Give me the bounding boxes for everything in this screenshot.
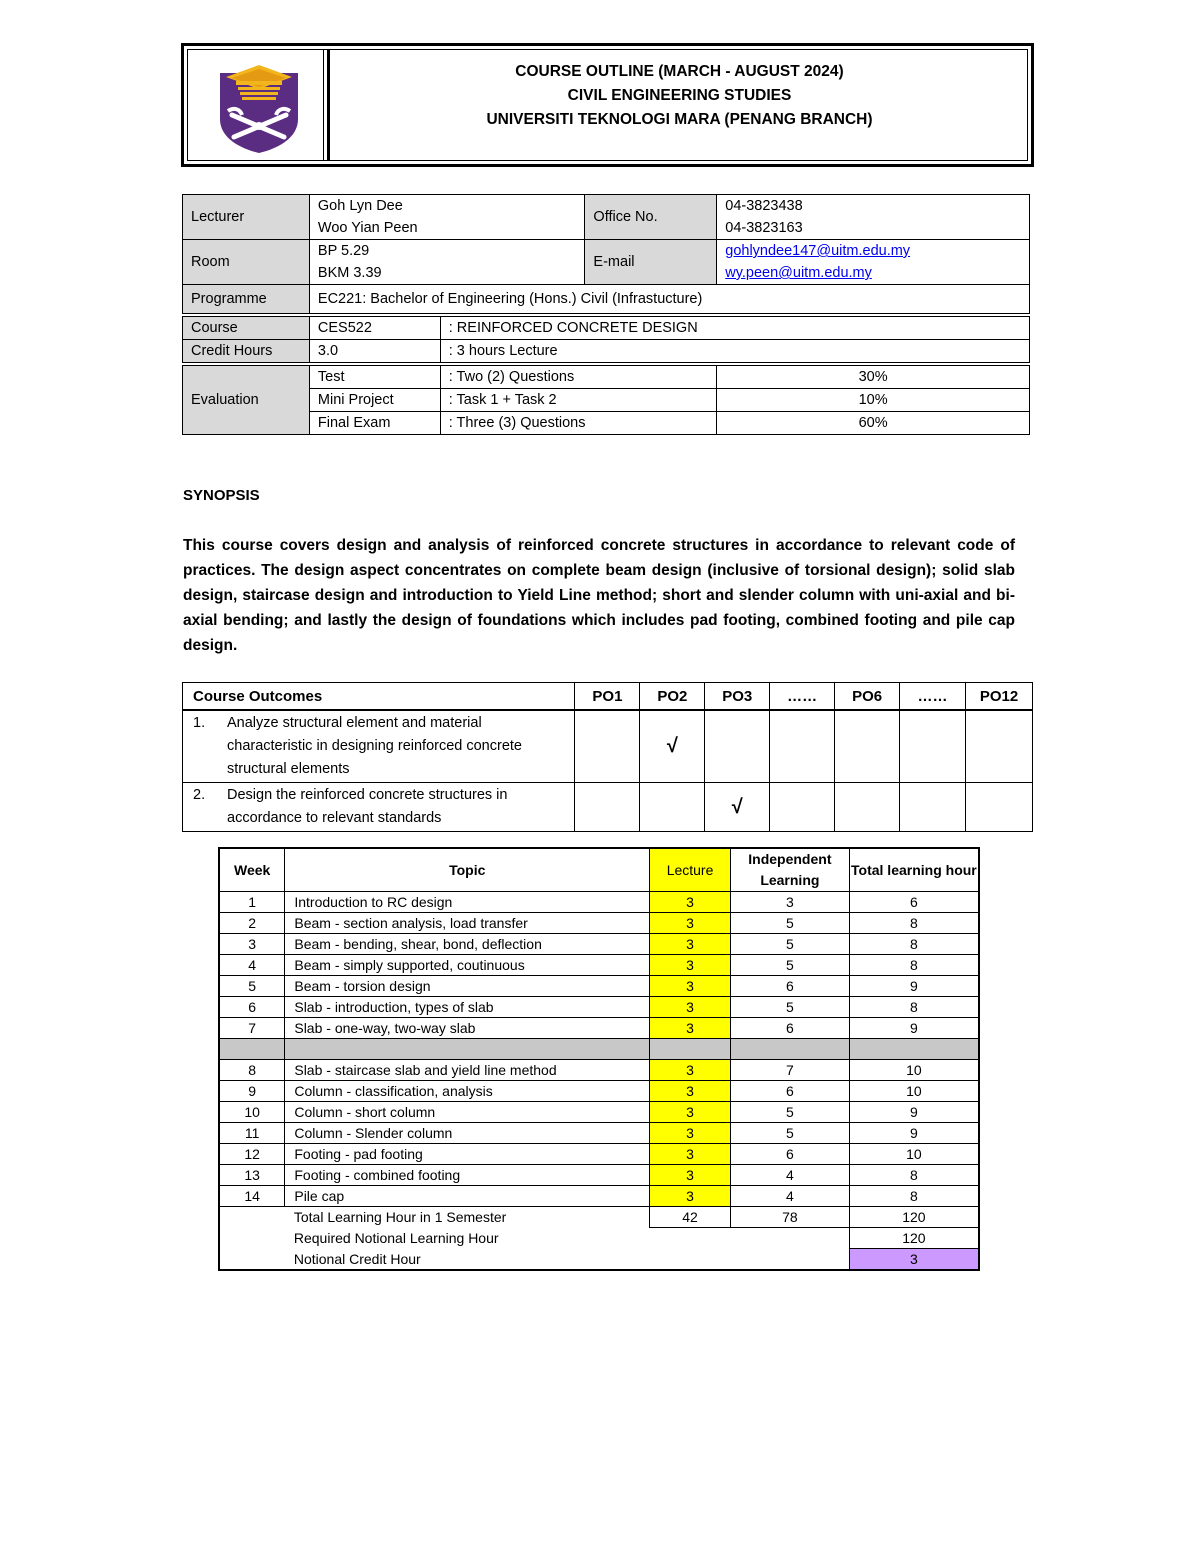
lecture-hours: 3: [650, 892, 731, 913]
outcome-text-cell: [183, 783, 575, 832]
total-learning-hours: 8: [849, 955, 979, 976]
topic-text: Introduction to RC design: [285, 892, 650, 913]
week-number: 9: [219, 1081, 285, 1102]
topic-text: Beam - bending, shear, bond, deflection: [285, 934, 650, 955]
notional-credit-value: 3: [849, 1249, 979, 1271]
email-link-1[interactable]: gohlyndee147@uitm.edu.my: [725, 243, 911, 259]
independent-hours: 5: [730, 913, 849, 934]
logo-cell: [187, 49, 330, 161]
independent-header: Independent Learning: [730, 848, 849, 892]
po-cell: [835, 710, 900, 783]
lecture-hours: 3: [650, 997, 731, 1018]
break-cell: [650, 1039, 731, 1060]
schedule-row: [219, 934, 979, 955]
lecture-hours: 3: [650, 1081, 731, 1102]
schedule-row: [219, 1144, 979, 1165]
independent-hours: 6: [730, 1081, 849, 1102]
po-header: PO12: [965, 683, 1032, 711]
total-hours: 120: [849, 1207, 979, 1228]
lecture-hours: 3: [650, 934, 731, 955]
weekly-schedule-table: [218, 847, 980, 1271]
schedule-header-row: [219, 848, 979, 892]
week-number: 14: [219, 1186, 285, 1207]
week-number: 8: [219, 1060, 285, 1081]
schedule-row: [219, 1102, 979, 1123]
po-header: PO1: [575, 683, 640, 711]
outcome-text-cell: [183, 710, 575, 783]
tick-icon: √: [705, 783, 770, 832]
credit-row: [219, 1249, 979, 1271]
required-label: Required Notional Learning Hour: [293, 1230, 499, 1247]
email-label: E-mail: [585, 240, 717, 285]
po-cell: [965, 710, 1032, 783]
topic-text: Column - Slender column: [285, 1123, 650, 1144]
room-values: [309, 240, 585, 285]
lecture-hours: 3: [650, 955, 731, 976]
office-number-1: 04-3823438: [725, 198, 803, 214]
po-cell: [640, 783, 705, 832]
schedule-row: [219, 976, 979, 997]
week-number: 5: [219, 976, 285, 997]
total-learning-hours: 10: [849, 1060, 979, 1081]
lecture-hours: 3: [650, 1144, 731, 1165]
schedule-row: [219, 1123, 979, 1144]
schedule-row: [219, 913, 979, 934]
course-label: Course: [183, 317, 310, 340]
total-independent: 78: [730, 1207, 849, 1228]
independent-hours: 5: [730, 1102, 849, 1123]
lecturer-name-1: Goh Lyn Dee: [317, 198, 403, 214]
course-name: : REINFORCED CONCRETE DESIGN: [440, 317, 1029, 340]
break-cell: [285, 1039, 650, 1060]
evaluation-weight: 60%: [717, 412, 1030, 435]
schedule-row: [219, 892, 979, 913]
mid-semester-break-row: [219, 1039, 979, 1060]
evaluation-item: Mini Project: [309, 389, 440, 412]
lecture-hours: 3: [650, 976, 731, 997]
outcomes-header-row: [183, 683, 1033, 711]
schedule-row: [219, 1186, 979, 1207]
break-cell: [219, 1039, 285, 1060]
evaluation-desc: : Task 1 + Task 2: [440, 389, 717, 412]
topic-text: Slab - one-way, two-way slab: [285, 1018, 650, 1039]
total-learning-hours: 9: [849, 1018, 979, 1039]
credit-desc: : 3 hours Lecture: [440, 340, 1029, 363]
title-line-1: COURSE OUTLINE (MARCH - AUGUST 2024): [515, 63, 844, 80]
po-cell: [705, 710, 770, 783]
week-number: 4: [219, 955, 285, 976]
schedule-row: [219, 1081, 979, 1102]
email-link-2[interactable]: wy.peen@uitm.edu.my: [725, 265, 872, 281]
title-line-3: UNIVERSITI TEKNOLOGI MARA (PENANG BRANCH): [486, 111, 873, 128]
title-line-2: CIVIL ENGINEERING STUDIES: [567, 87, 792, 104]
total-row: [219, 1207, 979, 1228]
uitm-crest-logo-icon: [214, 63, 304, 155]
lecture-header: Lecture: [650, 848, 731, 892]
po-cell: [770, 783, 835, 832]
total-learning-hours: 8: [849, 997, 979, 1018]
week-number: 12: [219, 1144, 285, 1165]
independent-hours: 6: [730, 1144, 849, 1165]
independent-hours: 6: [730, 976, 849, 997]
week-number: 13: [219, 1165, 285, 1186]
programme-label: Programme: [183, 285, 310, 314]
schedule-row: [219, 1018, 979, 1039]
break-cell: [730, 1039, 849, 1060]
independent-hours: 5: [730, 934, 849, 955]
outcome-number: 1.: [193, 715, 206, 731]
independent-hours: 7: [730, 1060, 849, 1081]
schedule-row: [219, 1165, 979, 1186]
po-header: ……: [770, 683, 835, 711]
week-number: 6: [219, 997, 285, 1018]
course-code: CES522: [309, 317, 440, 340]
evaluation-desc: : Three (3) Questions: [440, 412, 717, 435]
total-lecture: 42: [650, 1207, 731, 1228]
credit-value: 3.0: [309, 340, 440, 363]
lecture-hours: 3: [650, 1102, 731, 1123]
po-header: ……: [900, 683, 966, 711]
total-header: Total learning hour: [849, 848, 979, 892]
evaluation-item: Test: [309, 366, 440, 389]
synopsis-title: SYNOPSIS: [183, 487, 260, 504]
outcome-number: 2.: [193, 787, 206, 803]
room-1: BP 5.29: [317, 243, 370, 259]
independent-hours: 4: [730, 1186, 849, 1207]
topic-header: Topic: [285, 848, 650, 892]
topic-text: Footing - pad footing: [285, 1144, 650, 1165]
independent-hours: 6: [730, 1018, 849, 1039]
evaluation-desc: : Two (2) Questions: [440, 366, 717, 389]
tick-icon: √: [640, 710, 705, 783]
week-number: 1: [219, 892, 285, 913]
synopsis-text: This course covers design and analysis of reinforced concrete structures in accordance to relevant code of practices. The design aspect concentrates on complete beam design (inclusive of torsional design); solid slab design, staircase design and introduction to Yield Line method; short and slender column with uni-axial and bi-axial bending; and lastly the design of foundations which includes pad footing, combined footing and pile cap design.: [183, 537, 1015, 654]
course-outcomes-table: [182, 682, 1033, 832]
week-number: 10: [219, 1102, 285, 1123]
week-number: 2: [219, 913, 285, 934]
lecturer-label: Lecturer: [183, 195, 310, 240]
lecture-hours: 3: [650, 1060, 731, 1081]
notional-credit-label: Notional Credit Hour: [293, 1250, 421, 1267]
topic-text: Slab - staircase slab and yield line method: [285, 1060, 650, 1081]
topic-text: Column - short column: [285, 1102, 650, 1123]
lecturer-name-2: Woo Yian Peen: [317, 220, 418, 236]
lecturer-names: [309, 195, 585, 240]
independent-hours: 5: [730, 1123, 849, 1144]
room-label: Room: [183, 240, 310, 285]
po-cell: [575, 710, 640, 783]
lecture-hours: 3: [650, 913, 731, 934]
total-learning-hours: 10: [849, 1081, 979, 1102]
header-box: [181, 43, 1034, 167]
outcome-row: [183, 783, 1033, 832]
required-value: 120: [849, 1228, 979, 1249]
total-learning-hours: 8: [849, 913, 979, 934]
outcome-row: [183, 710, 1033, 783]
week-number: 3: [219, 934, 285, 955]
programme-value: EC221: Bachelor of Engineering (Hons.) Civil (Infrastucture): [309, 285, 1029, 314]
total-learning-hours: 8: [849, 1165, 979, 1186]
outcomes-header: Course Outcomes: [183, 683, 575, 711]
topic-text: Footing - combined footing: [285, 1165, 650, 1186]
po-header: PO3: [705, 683, 770, 711]
course-info-table: [182, 194, 1030, 435]
po-header: PO2: [640, 683, 705, 711]
topic-text: Column - classification, analysis: [285, 1081, 650, 1102]
evaluation-weight: 30%: [717, 366, 1030, 389]
topic-text: Slab - introduction, types of slab: [285, 997, 650, 1018]
total-learning-hours: 9: [849, 1102, 979, 1123]
total-learning-hours: 10: [849, 1144, 979, 1165]
lecture-hours: 3: [650, 1186, 731, 1207]
week-header: Week: [219, 848, 285, 892]
schedule-row: [219, 997, 979, 1018]
topic-text: Beam - simply supported, coutinuous: [285, 955, 650, 976]
room-2: BKM 3.39: [317, 265, 382, 281]
outcome-text: Analyze structural element and material characteristic in designing reinforced concrete structural elements: [227, 715, 522, 777]
lecture-hours: 3: [650, 1165, 731, 1186]
break-cell: [849, 1039, 979, 1060]
po-header: PO6: [835, 683, 900, 711]
total-label: Total Learning Hour in 1 Semester: [293, 1209, 507, 1226]
office-label: Office No.: [585, 195, 717, 240]
evaluation-item: Final Exam: [309, 412, 440, 435]
po-cell: [900, 783, 966, 832]
total-learning-hours: 9: [849, 1123, 979, 1144]
topic-text: Beam - section analysis, load transfer: [285, 913, 650, 934]
office-number-2: 04-3823163: [725, 220, 803, 236]
schedule-body: [219, 892, 979, 1207]
schedule-row: [219, 955, 979, 976]
email-values: [717, 240, 1030, 285]
po-cell: [770, 710, 835, 783]
topic-text: Pile cap: [285, 1186, 650, 1207]
total-learning-hours: 6: [849, 892, 979, 913]
po-cell: [965, 783, 1032, 832]
outcome-text: Design the reinforced concrete structures in accordance to relevant standards: [227, 787, 508, 826]
topic-text: Beam - torsion design: [285, 976, 650, 997]
independent-hours: 5: [730, 997, 849, 1018]
total-learning-hours: 9: [849, 976, 979, 997]
week-number: 11: [219, 1123, 285, 1144]
evaluation-weight: 10%: [717, 389, 1030, 412]
po-cell: [835, 783, 900, 832]
po-cell: [575, 783, 640, 832]
header-title: [334, 60, 1025, 132]
independent-hours: 4: [730, 1165, 849, 1186]
total-learning-hours: 8: [849, 1186, 979, 1207]
independent-hours: 5: [730, 955, 849, 976]
independent-hours: 3: [730, 892, 849, 913]
office-numbers: [717, 195, 1030, 240]
po-cell: [900, 710, 966, 783]
week-number: 7: [219, 1018, 285, 1039]
lecture-hours: 3: [650, 1123, 731, 1144]
lecture-hours: 3: [650, 1018, 731, 1039]
schedule-row: [219, 1060, 979, 1081]
total-learning-hours: 8: [849, 934, 979, 955]
required-row: [219, 1228, 979, 1249]
credit-label: Credit Hours: [183, 340, 310, 363]
evaluation-label: Evaluation: [183, 366, 310, 435]
